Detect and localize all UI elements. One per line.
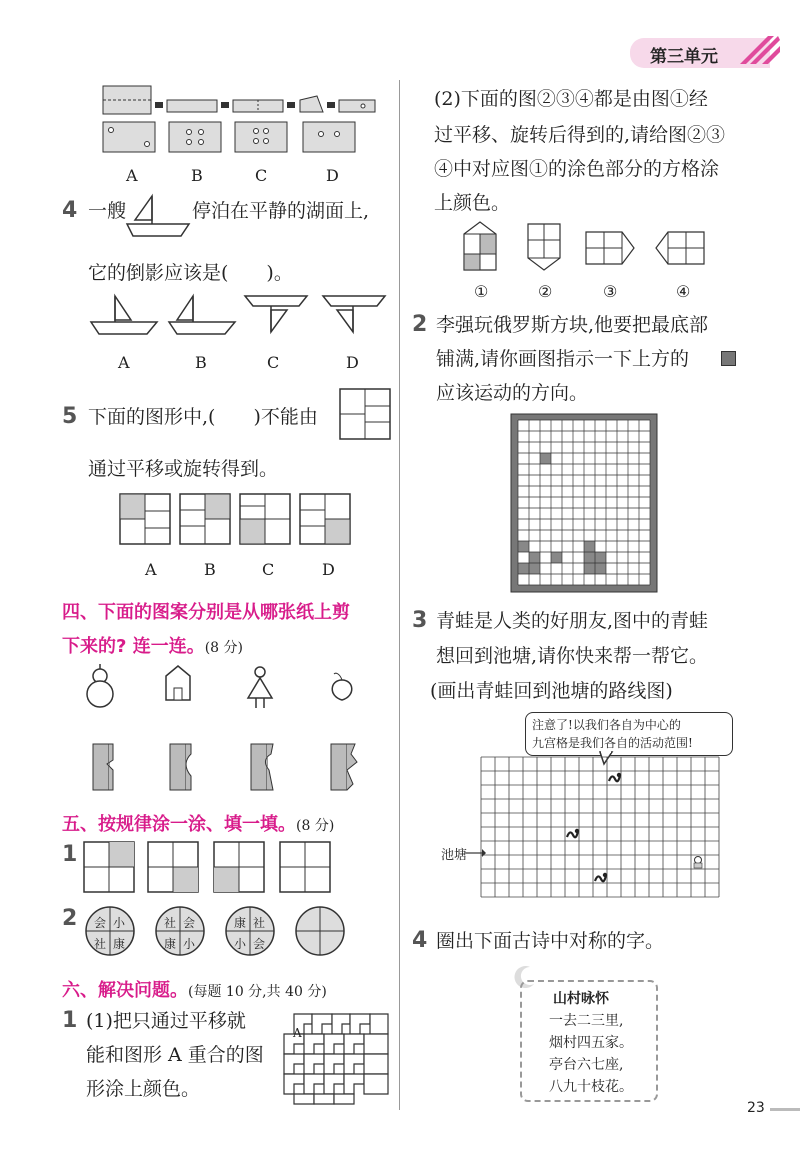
rotation-fig-2[interactable] bbox=[528, 224, 560, 270]
circle1-char-bl: 社 bbox=[94, 937, 107, 951]
r-q4-number: 4 bbox=[412, 928, 428, 953]
girl-shape[interactable] bbox=[248, 667, 272, 708]
pattern-circle-4-blank[interactable] bbox=[296, 907, 344, 955]
tessellation-figure bbox=[276, 1006, 398, 1110]
section4-score: (8 分) bbox=[204, 640, 243, 656]
paper-1[interactable] bbox=[93, 744, 113, 790]
circle3-char-br: 会 bbox=[253, 937, 266, 951]
reflection-d[interactable] bbox=[323, 296, 385, 332]
section5-score: (8 分) bbox=[296, 818, 335, 834]
r-q2-line3: 应该运动的方向。 bbox=[436, 382, 589, 404]
q5-figure-b[interactable] bbox=[180, 494, 230, 544]
paper-4[interactable] bbox=[331, 744, 357, 790]
s6-q1-line1: (1)把只通过平移就 bbox=[86, 1010, 246, 1032]
section6-title-text: 六、解决问题。 bbox=[62, 980, 188, 1001]
rotation-label-2: ② bbox=[538, 282, 553, 301]
circle2-char-tl: 社 bbox=[164, 916, 177, 930]
reflection-b[interactable] bbox=[169, 296, 235, 334]
q4-option-b[interactable]: B bbox=[195, 353, 207, 372]
pattern-square-4-blank[interactable] bbox=[280, 842, 330, 892]
tessellation-label-a: A bbox=[293, 1026, 302, 1040]
pattern-circles-row bbox=[84, 904, 364, 964]
cutout-shapes bbox=[80, 660, 380, 720]
stripes-decoration bbox=[740, 30, 780, 70]
r-q1-2-line2: 过平移、旋转后得到的,请给图②③ bbox=[434, 124, 726, 146]
r-q3-number: 3 bbox=[412, 608, 428, 633]
bubble-line1: 注意了!以我们各自为中心的 bbox=[532, 718, 681, 732]
peach-shape[interactable] bbox=[332, 673, 352, 700]
small-gray-square bbox=[721, 351, 736, 366]
paper-folding-figure bbox=[95, 80, 395, 160]
q4-text-after: 停泊在平静的湖面上, bbox=[192, 200, 370, 222]
q4-option-a[interactable]: A bbox=[118, 353, 130, 372]
r-q4-text: 圈出下面古诗中对称的字。 bbox=[436, 930, 665, 952]
r-q3-line1: 青蛙是人类的好朋友,图中的青蛙 bbox=[436, 610, 709, 632]
q5-number: 5 bbox=[62, 404, 78, 429]
section5-title-text: 五、按规律涂一涂、填一填。 bbox=[62, 814, 296, 835]
circle2-char-tr: 会 bbox=[183, 916, 196, 930]
r-q1-2-line4: 上颜色。 bbox=[434, 192, 511, 214]
section5-title bbox=[62, 810, 334, 836]
circle1-char-br: 康 bbox=[113, 937, 126, 951]
rotation-figures bbox=[460, 218, 720, 280]
q4-text-before: 一艘 bbox=[88, 200, 127, 222]
paper-3[interactable] bbox=[251, 744, 273, 790]
section6-score: (每题 10 分,共 40 分) bbox=[188, 984, 327, 1000]
pattern-square-2[interactable] bbox=[148, 842, 198, 892]
r-q3-line2: 想回到池塘,请你快来帮一帮它。 bbox=[436, 645, 709, 667]
section6-title bbox=[62, 976, 327, 1002]
circle2-char-br: 小 bbox=[183, 937, 196, 951]
rotation-fig-4[interactable] bbox=[656, 232, 704, 264]
bubble-line2: 九宫格是我们各自的活动范围! bbox=[532, 736, 693, 750]
target-frog-icon bbox=[694, 857, 702, 869]
poem-line-1[interactable]: 一去二三里, bbox=[549, 1013, 624, 1029]
s5-q1-number: 1 bbox=[62, 842, 78, 867]
q5-option-d[interactable]: D bbox=[322, 560, 335, 579]
pond-arrow-icon bbox=[466, 848, 486, 858]
pattern-squares-row bbox=[82, 840, 342, 896]
s6-q1-line2: 能和图形 A 重合的图 bbox=[86, 1044, 264, 1066]
q4-option-d[interactable]: D bbox=[346, 353, 359, 372]
pond-label: 池塘 bbox=[441, 848, 468, 863]
poem-line-4[interactable]: 八九十枝花。 bbox=[549, 1079, 633, 1095]
r-q1-2-line3: ④中对应图①的涂色部分的方格涂 bbox=[434, 158, 720, 180]
r-q2-line2: 铺满,请你画图指示一下上方的 bbox=[436, 348, 690, 370]
unit-title: 第三单元 bbox=[650, 47, 718, 67]
circle1-char-tl: 会 bbox=[94, 916, 107, 930]
reflection-c[interactable] bbox=[245, 296, 307, 332]
rotation-label-3: ③ bbox=[603, 282, 618, 301]
frog-icon-3 bbox=[595, 873, 607, 881]
q3-option-d[interactable]: D bbox=[326, 166, 339, 185]
r-q3-line3: (画出青蛙回到池塘的路线图) bbox=[430, 680, 673, 702]
poem-line-3[interactable]: 亭台六七座, bbox=[549, 1057, 624, 1073]
q5-figure-d[interactable] bbox=[300, 494, 350, 544]
frog-grid[interactable] bbox=[480, 756, 722, 902]
q5-options bbox=[118, 492, 358, 548]
poem-line-2[interactable]: 烟村四五家。 bbox=[549, 1035, 633, 1051]
paper-2[interactable] bbox=[170, 744, 191, 790]
section4-title-line2 bbox=[62, 632, 243, 658]
r-q2-line1: 李强玩俄罗斯方块,他要把最底部 bbox=[436, 314, 709, 336]
r-q2-number: 2 bbox=[412, 312, 428, 337]
pattern-square-1[interactable] bbox=[84, 842, 134, 892]
folded-papers bbox=[85, 740, 375, 796]
s6-q1-number: 1 bbox=[62, 1008, 78, 1033]
rotation-fig-3[interactable] bbox=[586, 232, 634, 264]
r-q1-2-line1: (2)下面的图②③④都是由图①经 bbox=[434, 88, 708, 110]
section4-title-line1: 四、下面的图案分别是从哪张纸上剪 bbox=[62, 602, 350, 623]
pattern-square-3[interactable] bbox=[214, 842, 264, 892]
center-divider bbox=[399, 80, 400, 1110]
gourd-shape[interactable] bbox=[87, 664, 113, 707]
reflection-a[interactable] bbox=[91, 296, 157, 334]
section4-title-line2-text: 下来的? 连一连。 bbox=[62, 636, 205, 657]
q5-reference-figure bbox=[339, 388, 391, 440]
frog-icon-1 bbox=[609, 773, 621, 781]
q4-reflection-options bbox=[85, 292, 395, 342]
circle3-char-bl: 小 bbox=[234, 937, 247, 951]
circle2-char-bl: 康 bbox=[164, 937, 177, 951]
q4-number: 4 bbox=[62, 198, 78, 223]
page-number: 23 bbox=[747, 1100, 765, 1116]
rotation-fig-1 bbox=[464, 222, 496, 270]
q5-option-c[interactable]: C bbox=[262, 560, 275, 579]
circle3-char-tl: 康 bbox=[234, 916, 247, 930]
q5-option-b[interactable]: B bbox=[204, 560, 216, 579]
q3-option-b[interactable]: B bbox=[191, 166, 203, 185]
rotation-label-1: ① bbox=[474, 282, 489, 301]
q5-line1: 下面的图形中,( )不能由 bbox=[88, 406, 318, 428]
rotation-label-4: ④ bbox=[676, 282, 691, 301]
q3-option-c[interactable]: C bbox=[255, 166, 268, 185]
poem-title: 山村咏怀 bbox=[553, 991, 609, 1007]
q5-figure-a[interactable] bbox=[120, 494, 170, 544]
q4-option-c[interactable]: C bbox=[267, 353, 280, 372]
s5-q2-number: 2 bbox=[62, 906, 78, 931]
q5-option-a[interactable]: A bbox=[145, 560, 157, 579]
q3-option-a[interactable]: A bbox=[126, 166, 138, 185]
circle1-char-tr: 小 bbox=[113, 916, 126, 930]
frog-icon-2 bbox=[567, 829, 579, 837]
boat-icon bbox=[125, 192, 191, 242]
tetris-grid[interactable] bbox=[511, 414, 657, 592]
circle3-char-tr: 社 bbox=[253, 916, 266, 930]
q5-line2: 通过平移或旋转得到。 bbox=[88, 458, 279, 480]
s6-q1-line3: 形涂上颜色。 bbox=[86, 1078, 201, 1100]
q4-line2: 它的倒影应该是( )。 bbox=[88, 262, 293, 284]
q5-figure-c[interactable] bbox=[240, 494, 290, 544]
page-number-rule bbox=[770, 1108, 800, 1111]
house-shape[interactable] bbox=[166, 666, 190, 700]
